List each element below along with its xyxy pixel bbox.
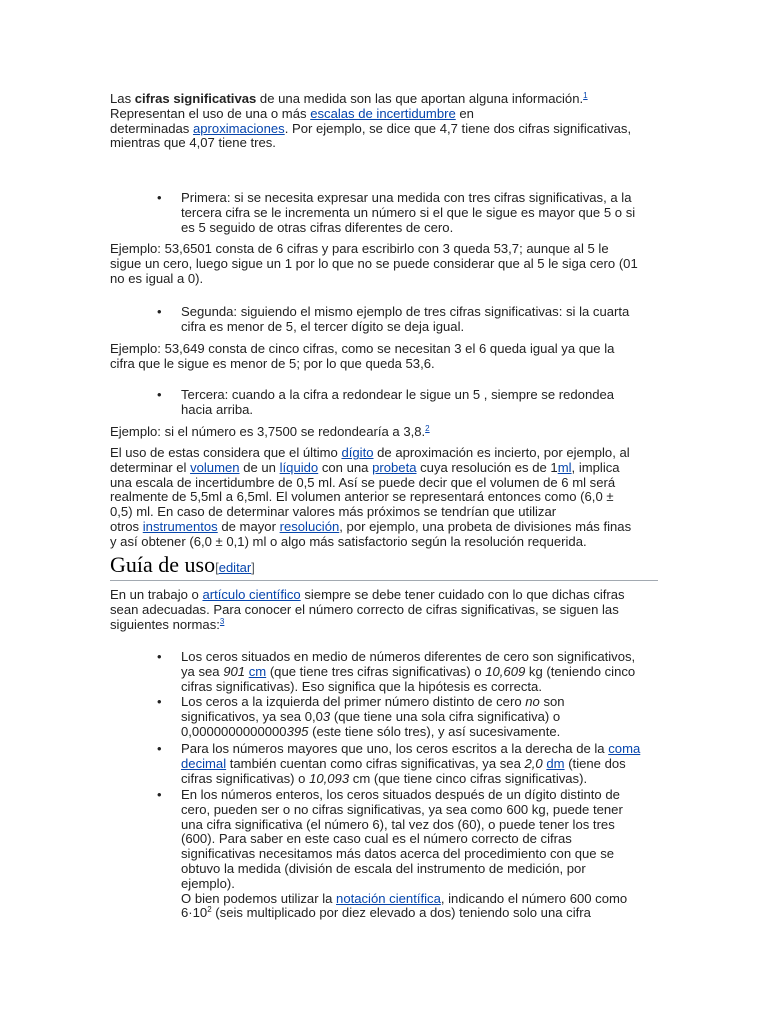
norm-italic: 3	[322, 708, 331, 724]
reference-2-link[interactable]: 2	[425, 424, 430, 433]
edit-link[interactable]: editar	[218, 560, 252, 575]
guide-text: En un trabajo o	[110, 587, 203, 602]
norm-text: (seis multiplicado por diez elevado a dos) teniendo solo una cifra	[211, 905, 591, 921]
usage-paragraph	[110, 446, 655, 550]
digito-link[interactable]: dígito	[341, 445, 374, 460]
norm-text: también cuentan como cifras significativas, ya sea	[226, 755, 525, 771]
usage-text: El uso de estas considera que el último	[110, 445, 342, 460]
coma-link[interactable]: coma	[608, 741, 641, 756]
rule-tercera	[181, 388, 661, 418]
usage-text: , por ejemplo, una probeta de divisiones más finas	[339, 518, 632, 534]
rule-segunda	[181, 305, 661, 335]
intro-text: de una medida son las que aportan alguna información.	[256, 91, 584, 106]
reference-1-link[interactable]: 1	[583, 91, 588, 100]
resolucion-link[interactable]: resolución	[279, 518, 340, 534]
section-title: Guía de uso	[110, 552, 216, 577]
norm-text: cm (que tiene cinco cifras significativas).	[349, 770, 588, 786]
norm-text: (600). Para saber en este caso cual es el número correcto de cifras	[181, 831, 572, 847]
intro-text: en	[455, 105, 474, 121]
norm-text: (este tiene sólo tres), y así sucesivamente.	[308, 723, 561, 739]
usage-text: de mayor	[217, 518, 280, 534]
bullet-marker: •	[157, 190, 162, 205]
guide-text: siempre se debe tener cuidado con lo que dichas cifras	[300, 587, 625, 602]
dm-link[interactable]: dm	[546, 755, 565, 771]
example-segunda	[110, 342, 655, 372]
reference-3-link[interactable]: 3	[219, 616, 225, 626]
decimal-link[interactable]: decimal	[181, 755, 227, 771]
example-line: Ejemplo: 53,6501 consta de 6 cifras y para escribirlo con 3 queda 53,7; aunque al 5 le	[110, 241, 609, 256]
probeta-link[interactable]: probeta	[372, 459, 417, 475]
edit-section	[215, 560, 255, 575]
example-line: Ejemplo: 53,649 consta de cinco cifras, como se necesitan 3 el 6 queda igual ya que la	[110, 341, 615, 356]
norm-text: 0,0000000000000	[181, 723, 287, 739]
ml-link[interactable]: ml	[557, 459, 572, 475]
liquido-link[interactable]: líquido	[279, 459, 319, 475]
rule-primera	[181, 191, 661, 235]
norm-text: (tiene dos	[564, 755, 626, 771]
norm-text: Para los números mayores que uno, los ceros escritos a la derecha de la	[181, 741, 609, 756]
norm-text: , indicando el número 600 como	[440, 890, 628, 906]
example-line: cifra que le sigue es menor de 5; por lo que queda 53,6.	[110, 355, 435, 371]
volumen-link[interactable]: volumen	[190, 459, 240, 475]
norm-item	[181, 695, 661, 739]
bullet-marker: •	[157, 649, 162, 664]
edit-bracket: ]	[251, 560, 255, 575]
escalas-incertidumbre-link[interactable]: escalas de incertidumbre	[310, 105, 456, 121]
norm-italic: 395	[286, 723, 309, 739]
norm-text: una cifra significativa (el número 6), tal vez dos (60), o puede tener los tres	[181, 816, 615, 832]
example-tercera	[110, 425, 655, 440]
norm-text: Los ceros a la izquierda del primer número distinto de cero	[181, 694, 526, 709]
intro-text: determinadas	[110, 120, 193, 136]
guide-text: siguientes normas:	[110, 616, 220, 632]
aproximaciones-link[interactable]: aproximaciones	[192, 120, 285, 136]
cm-link[interactable]: cm	[248, 663, 267, 679]
norm-text: kg (teniendo cinco	[525, 663, 636, 679]
intro-text: Las	[110, 91, 135, 106]
norm-text: son	[539, 694, 565, 709]
example-primera	[110, 242, 655, 286]
notacion-cientifica-link[interactable]: notación científica	[336, 890, 441, 906]
norm-italic: 10,609	[485, 663, 526, 679]
rule-line: Tercera: cuando a la cifra a redondear le sigue un 5 , siempre se redondea	[181, 387, 615, 402]
guide-intro-paragraph	[110, 588, 655, 632]
section-heading	[110, 552, 658, 581]
usage-text: de aproximación es incierto, por ejemplo, al	[373, 445, 630, 460]
instrumentos-link[interactable]: instrumentos	[142, 518, 218, 534]
example-line: no es igual a 0).	[110, 270, 204, 286]
norm-text: obtuvo la medida (división de escala del instrumento de medición, por	[181, 860, 586, 876]
norm-text: ejemplo).	[181, 875, 235, 891]
guide-text: sean adecuadas. Para conocer el número correcto de cifras significativas, se siguen las	[110, 601, 619, 617]
rule-line: cifra es menor de 5, el tercer dígito se deja igual.	[181, 318, 465, 334]
norm-text: En los números enteros, los ceros situados después de un dígito distinto de	[181, 787, 620, 802]
norm-text: Los ceros situados en medio de números diferentes de cero son significativos,	[181, 649, 636, 664]
norm-text: significativas necesitamos más datos acerca del procedimiento con que se	[181, 846, 615, 862]
norm-text: cifras significativas) o	[181, 770, 310, 786]
norm-text: significativos, ya sea 0,0	[181, 708, 323, 724]
usage-text: realmente de 5,5ml a 6,5ml. El volumen anterior se representará entonces como (6,0 ±	[110, 489, 614, 505]
bullet-marker: •	[157, 304, 162, 319]
usage-text: de un	[239, 459, 280, 475]
norm-italic: 2,0	[524, 755, 543, 771]
norm-italic: 901	[223, 663, 246, 679]
norm-text: O bien podemos utilizar la	[181, 890, 337, 906]
bullet-marker: •	[157, 741, 162, 756]
norm-text: (que tiene tres cifras significativas) o	[266, 663, 486, 679]
rule-line: Primera: si se necesita expresar una medida con tres cifras significativas, a la	[181, 190, 632, 205]
usage-text: y así obtener (6,0 ± 0,1) ml o algo más satisfactorio según la resolución requerida.	[110, 533, 587, 549]
usage-text: otros	[110, 518, 143, 534]
rule-line: tercera cifra se le incrementa un número si el que le sigue es mayor que 5 o si	[181, 204, 636, 220]
intro-text: . Por ejemplo, se dice que 4,7 tiene dos cifras significativas,	[284, 120, 632, 136]
usage-text: 0,5) ml. En caso de determinar valores más próximos se tendrían que utilizar	[110, 504, 557, 520]
norm-italic: no	[525, 694, 540, 709]
edit-bracket: [	[215, 560, 219, 575]
norm-text: ya sea	[181, 663, 224, 679]
rule-line: hacia arriba.	[181, 401, 254, 417]
bullet-marker: •	[157, 694, 162, 709]
rule-line: Segunda: siguiendo el mismo ejemplo de tres cifras significativas: si la cuarta	[181, 304, 630, 319]
usage-text: con una	[318, 459, 373, 475]
norm-item	[181, 788, 661, 921]
norm-item	[181, 650, 661, 694]
norm-text: cero, pueden ser o no cifras significativas, ya sea como 600 kg, puede tener	[181, 801, 623, 817]
intro-text: mientras que 4,07 tiene tres.	[110, 135, 276, 151]
rule-line: es 5 seguido de otras cifras diferentes de cero.	[181, 219, 454, 235]
example-line: sigue un cero, luego sigue un 1 por lo que no se puede considerar que al 5 le siga cero (01	[110, 255, 638, 271]
intro-text: Representan el uso de una o más	[110, 105, 311, 121]
norm-text: (que tiene una sola cifra significativa) o	[330, 708, 561, 724]
norm-text: 6·10	[181, 905, 208, 921]
usage-text: , implica	[571, 459, 620, 475]
term-bold: cifras significativas	[134, 91, 257, 106]
articulo-cientifico-link[interactable]: artículo científico	[202, 587, 301, 602]
usage-text: cuya resolución es de 1	[416, 459, 558, 475]
norm-item	[181, 742, 661, 786]
intro-paragraph	[110, 92, 655, 151]
usage-text: una escala de incertidumbre de 0,5 ml. Así se puede decir que el volumen de 6 ml será	[110, 474, 616, 490]
exponent: 2	[207, 905, 212, 915]
norm-italic: 10,093	[309, 770, 350, 786]
bullet-marker: •	[157, 387, 162, 402]
usage-text: determinar el	[110, 459, 191, 475]
bullet-marker: •	[157, 787, 162, 802]
norm-text: cifras significativas). Eso significa que la hipótesis es correcta.	[181, 678, 542, 694]
example-line: Ejemplo: si el número es 3,7500 se redondearía a 3,8.	[110, 424, 426, 439]
